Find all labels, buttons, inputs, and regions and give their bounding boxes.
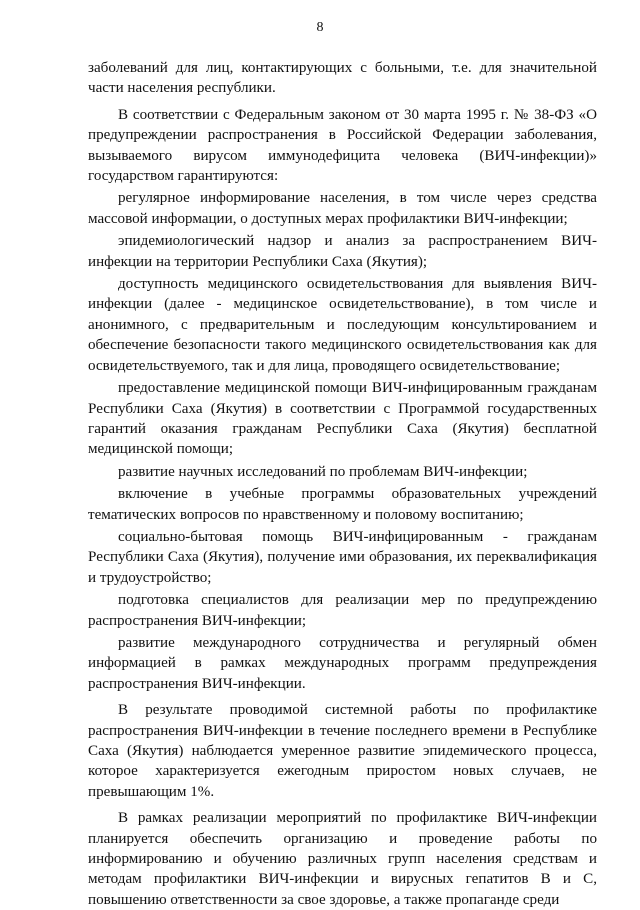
list-item-research: развитие научных исследований по проблемам ВИЧ-инфекции; bbox=[118, 463, 528, 480]
list-item-social-aid: социально-бытовая помощь ВИЧ-инфицированным - гражданам Республики Саха (Якутия), получение ими образования, их переквалификация и трудоустройство; bbox=[88, 528, 597, 586]
list-item-examination: доступность медицинского освидетельствования для выявления ВИЧ-инфекции (далее - медицинское освидетельствование), в том числе и анонимного, с предварительным и последующим консультированием и обеспечение безопасности такого медицинского освидетельствования как для освидетельствуемого, так и для лица, проводящего освидетельствование; bbox=[88, 276, 597, 374]
list-item-education: включение в учебные программы образовательных учреждений тематических вопросов по нравственному и половому воспитанию; bbox=[88, 486, 597, 523]
document-body bbox=[88, 58, 597, 910]
paragraph-plans: В рамках реализации мероприятий по профилактике ВИЧ-инфекции планируется обеспечить организацию и проведение работы по информированию и обучению различных групп населения средствам и методам профилактики ВИЧ-инфекции и вирусных гепатитов В и С, повышению ответственности за свое здоровье, а также пропаганде среди bbox=[88, 810, 597, 908]
list-item-surveillance: эпидемиологический надзор и анализ за распространением ВИЧ-инфекции на территории Республики Саха (Якутия); bbox=[88, 233, 597, 270]
paragraph-results: В результате проводимой системной работы по профилактике распространения ВИЧ-инфекции в течение последнего времени в Республике Саха (Якутия) наблюдается умеренное развитие эпидемического процесса, которое характеризуется ежегодным приростом новых случаев, не превышающим 1%. bbox=[88, 702, 597, 800]
page-number: 8 bbox=[316, 20, 324, 35]
paragraph-federal-law: В соответствии с Федеральным законом от 30 марта 1995 г. № 38-ФЗ «О предупреждении распространения в Российской Федерации заболевания, вызываемого вирусом иммунодефицита человека (ВИЧ-инфекции)» государством гарантируются: bbox=[88, 106, 597, 185]
list-item-informing: регулярное информирование населения, в том числе через средства массовой информации, о доступных мерах профилактики ВИЧ-инфекции; bbox=[88, 190, 597, 227]
list-item-international: развитие международного сотрудничества и регулярный обмен информацией в рамках международных программ предупреждения распространения ВИЧ-инфекции. bbox=[88, 634, 597, 692]
paragraph-continuation: заболеваний для лиц, контактирующих с больными, т.е. для значительной части населения республики. bbox=[88, 60, 597, 97]
list-item-training: подготовка специалистов для реализации мер по предупреждению распространения ВИЧ-инфекции; bbox=[88, 592, 597, 629]
list-item-medical-care: предоставление медицинской помощи ВИЧ-инфицированным гражданам Республики Саха (Якутия) в соответствии с Программой государственных гарантий оказания гражданам Республики Саха (Якутия) бесплатной медицинской помощи; bbox=[88, 380, 597, 458]
